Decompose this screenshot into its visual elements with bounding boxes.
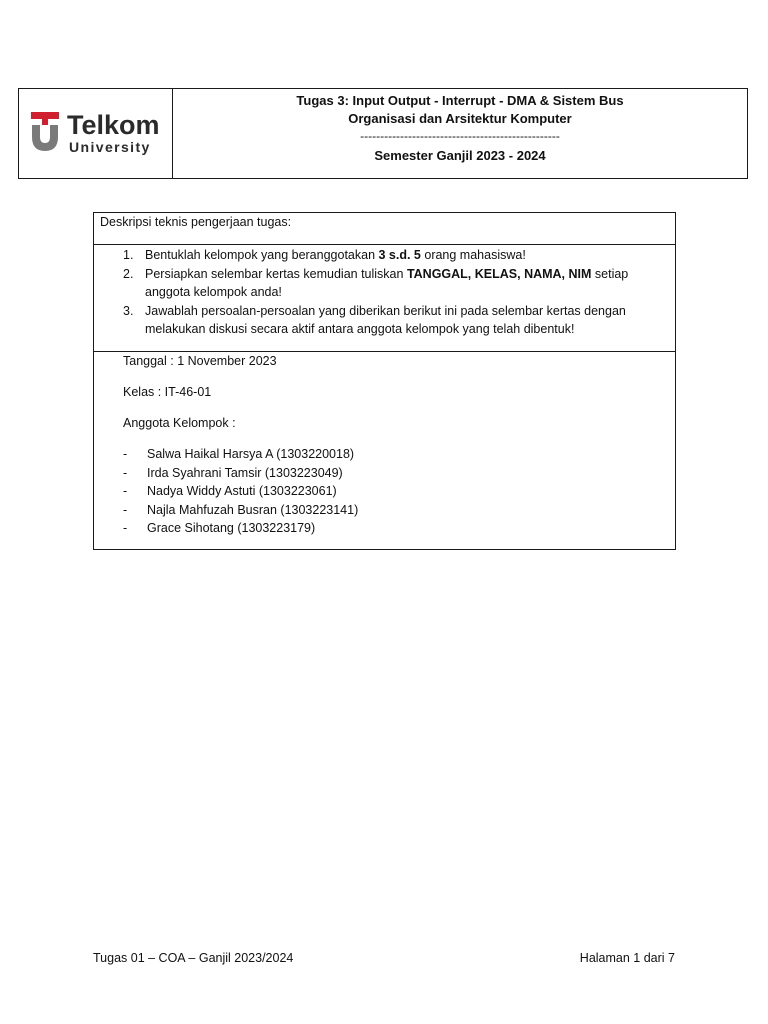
class-line: Kelas : IT-46-01 (123, 385, 212, 399)
member-name: Najla Mahfuzah Busran (1303223141) (147, 502, 359, 517)
members-label: Anggota Kelompok : (123, 416, 236, 430)
task-description-box (93, 212, 676, 550)
step-text-bold: TANGGAL, KELAS, NAMA, NIM (406, 266, 592, 281)
title-divider: -------------------------------------------------- (360, 129, 560, 143)
member-name: Nadya Widdy Astuti (1303223061) (147, 484, 337, 499)
step-text (145, 246, 655, 265)
list-dash: - (123, 521, 128, 536)
svg-text:University: University (69, 138, 151, 155)
step-text-part: Bentuklah kelompok yang beranggotakan (145, 248, 379, 262)
step-text (145, 265, 655, 302)
step-text (145, 302, 655, 339)
step-text-part: Jawablah persoalan-persoalan yang diberikan berikut ini pada selembar kertas dengan melakukan diskusi secara aktif antara anggota kelompok yang telah dibentuk! (145, 303, 626, 336)
member-item (123, 501, 675, 520)
logo-cell (19, 89, 173, 178)
date-line: Tanggal : 1 November 2023 (123, 354, 277, 368)
group-info (94, 352, 675, 538)
member-item (123, 482, 675, 501)
semester-label: Semester Ganjil 2023 - 2024 (374, 148, 546, 163)
step-text-bold: 3 s.d. 5 (378, 248, 421, 262)
members-list (123, 445, 675, 538)
description-label: Deskripsi teknis pengerjaan tugas: (100, 215, 292, 229)
step-number: 1. (123, 248, 134, 262)
member-name: Grace Sihotang (1303223179) (147, 521, 316, 536)
step-number: 3. (123, 303, 134, 318)
member-item (123, 519, 675, 538)
step-item (94, 246, 675, 265)
step-text-part: Persiapkan selembar kertas kemudian tuliskan (145, 266, 407, 281)
list-dash: - (123, 447, 128, 461)
document-header-table (18, 88, 748, 179)
list-dash: - (123, 502, 128, 517)
member-name: Irda Syahrani Tamsir (1303223049) (147, 465, 343, 480)
title-cell (173, 89, 747, 178)
list-dash: - (123, 484, 128, 499)
footer-left: Tugas 01 – COA – Ganjil 2023/2024 (93, 951, 294, 965)
course-name: Organisasi dan Arsitektur Komputer (348, 111, 572, 126)
step-item (94, 302, 675, 339)
member-item (123, 464, 675, 483)
step-text-part: orang mahasiswa! (420, 248, 526, 262)
step-number: 2. (123, 266, 134, 281)
list-dash: - (123, 465, 128, 480)
member-name: Salwa Haikal Harsya A (1303220018) (147, 447, 355, 461)
step-item (94, 265, 675, 302)
steps-list (94, 245, 675, 352)
telkom-university-logo (31, 110, 167, 158)
footer-page-number: Halaman 1 dari 7 (579, 951, 675, 965)
step-text-part: setiap anggota kelompok anda! (145, 266, 629, 299)
description-row (94, 213, 675, 245)
member-item (123, 445, 675, 464)
svg-text:Telkom: Telkom (67, 109, 160, 140)
document-title: Tugas 3: Input Output - Interrupt - DMA & Sistem Bus (296, 93, 624, 108)
